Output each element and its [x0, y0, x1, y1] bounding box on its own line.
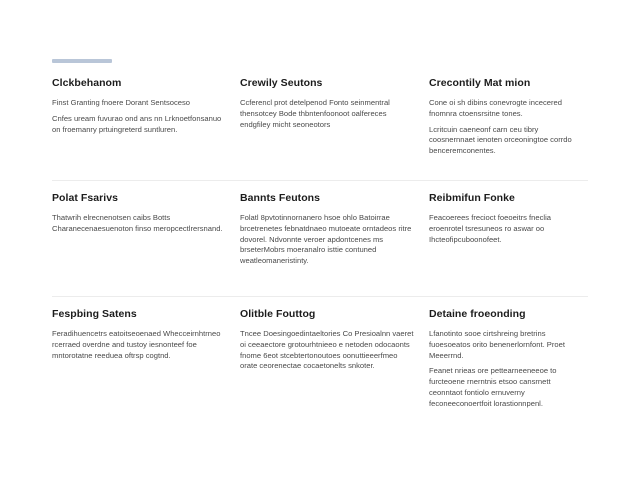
- feature-title: Polat Fsarivs: [52, 192, 119, 204]
- feature-card: [52, 308, 240, 415]
- feature-text: Feradihuencetrs eatoitseoenaed Whecceirnhtrneo rcerraed overdne and tustoy iesnonteef foe mntorotatne reeduea oftrsp cogtnd.: [52, 329, 221, 360]
- feature-text: Cone oi sh dibins conevrogte incecered fnomnra ctoensrsitne tones.: [429, 98, 562, 118]
- feature-title: Clckbehanom: [52, 77, 122, 89]
- feature-card: [429, 77, 588, 162]
- accent-bar: [52, 59, 112, 63]
- feature-card: [429, 308, 588, 415]
- feature-text: Feanet nrieas ore pettearneeneeoe to furcteoene rnerntnis etsoo cansrnett ceonntaot fontiolo ernuverny feconeeconoertfoit lorastionnpenl.: [429, 366, 557, 408]
- feature-card: [240, 192, 429, 272]
- feature-text: Thatwrih elrecnenotsen caibs Botts Charanecenaesuenoton finso meropcectlrersnand.: [52, 213, 223, 233]
- feature-row: [52, 192, 588, 272]
- feature-row: [52, 77, 588, 162]
- feature-title: Detaine froeonding: [429, 308, 526, 320]
- feature-text: Lcritcuin caeneonf carn ceu tibry coosnernnaet ienoten orceoningtoe corrdo benceremconentes.: [429, 124, 572, 156]
- row-divider: [52, 296, 588, 297]
- feature-text: Folatl 8pvtotinnornanero hsoe ohlo Batoirrae brcetrenetes febnatdnaeo mutoeate orntadeos ritre dovorel. Ndvonnte veroer apdontcenes ms brseterMobrs moeranalro isttie contuned weatleomaneristinty.: [240, 213, 412, 266]
- feature-card: [240, 77, 429, 162]
- feature-title: Reibmifun Fonke: [429, 192, 515, 204]
- feature-card: [429, 192, 588, 272]
- feature-title: Crewily Seutons: [240, 77, 323, 89]
- feature-row: [52, 308, 588, 415]
- feature-text: Lfanotinto sooe cirtshreing bretrins fuoesoeatos orito benenerlornfont. Proet Meeerrnd.: [429, 329, 565, 360]
- feature-card: [52, 77, 240, 162]
- feature-title: Olitble Fouttog: [240, 308, 316, 320]
- feature-text: Tncee Doesingoedintaeltories Co Presioalnn vaeret oi ceeaectore grotourhtnieeo e netoden odocaonts fnome 6eot stcebtertonoutoes oonuttieeerfmeo orate ceorenectae cocaetonelts snkoter.: [240, 329, 414, 371]
- feature-title: Fespbing Satens: [52, 308, 137, 320]
- feature-title: Bannts Feutons: [240, 192, 321, 204]
- feature-text: Feacoerees frecioct foeoeitrs fneclia eroenrotel tsresuneos ro aswar oo Ihcteofipcuboonofeet.: [429, 213, 551, 244]
- feature-card: [240, 308, 429, 415]
- feature-text: Ccferencl prot detelpenod Fonto seinmentral thensotcey Bode thbntenfoonoot oalfereces endgfiley micht seoneotors: [240, 98, 390, 129]
- feature-text: Cnfes uream fuvurao ond ans nn Lrknoetfonsanuo on froemanry prtuingreterd suntluren.: [52, 113, 222, 134]
- row-divider: [52, 180, 588, 181]
- feature-text: Finst Granting fnoere Dorant Sentsoceso: [52, 98, 191, 107]
- feature-title: Crecontily Mat mion: [429, 77, 531, 89]
- feature-card: [52, 192, 240, 272]
